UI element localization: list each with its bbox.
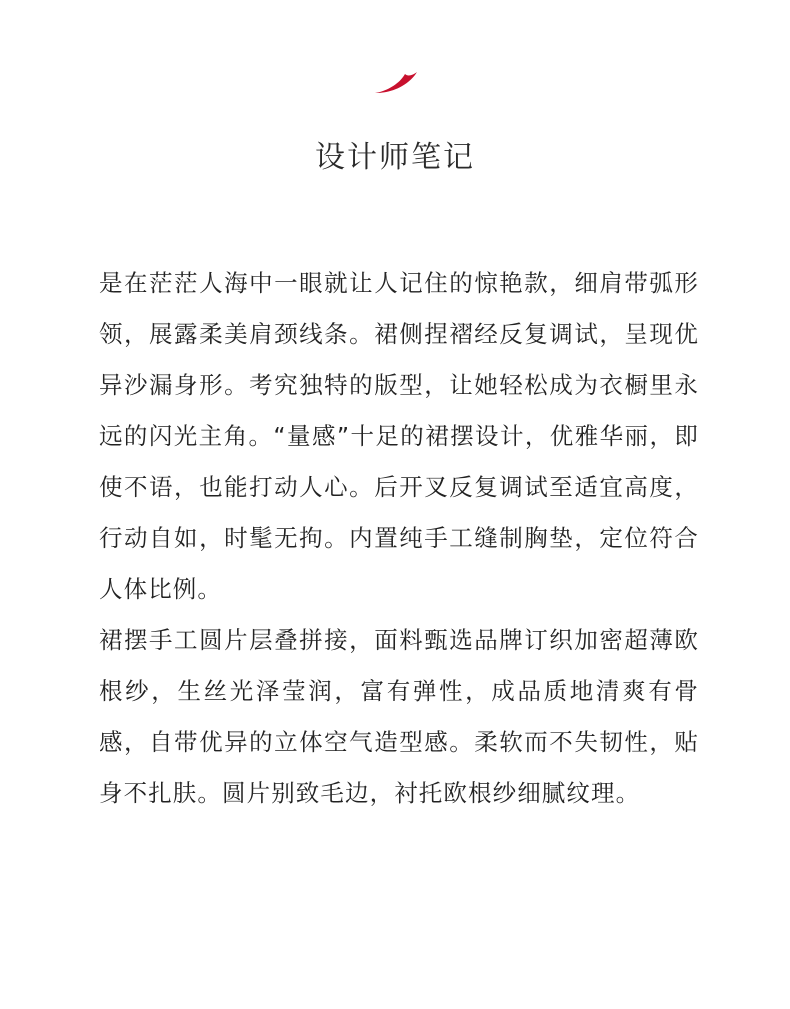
- red-crescent-leaf-icon: [372, 70, 418, 96]
- page-title: 设计师笔记: [315, 140, 475, 175]
- designer-notes-body: [99, 258, 699, 819]
- notes-paragraph-1: 是在茫茫人海中一眼就让人记住的惊艳款，细肩带弧形领，展露柔美肩颈线条。裙侧捏褶经反复调试，呈现优异沙漏身形。考究独特的版型，让她轻松成为衣橱里永远的闪光主角。“量感”十足的裙摆设计，优雅华丽，即使不语，也能打动人心。后开叉反复调试至适宜高度，行动自如，时髦无拘。内置纯手工缝制胸垫，定位符合人体比例。: [99, 269, 699, 603]
- notes-paragraph-2: 裙摆手工圆片层叠拼接，面料甄选品牌订织加密超薄欧根纱，生丝光泽莹润，富有弹性，成品质地清爽有骨感，自带优异的立体空气造型感。柔软而不失韧性，贴身不扎肤。圆片别致毛边，衬托欧根纱细腻纹理。: [99, 626, 699, 807]
